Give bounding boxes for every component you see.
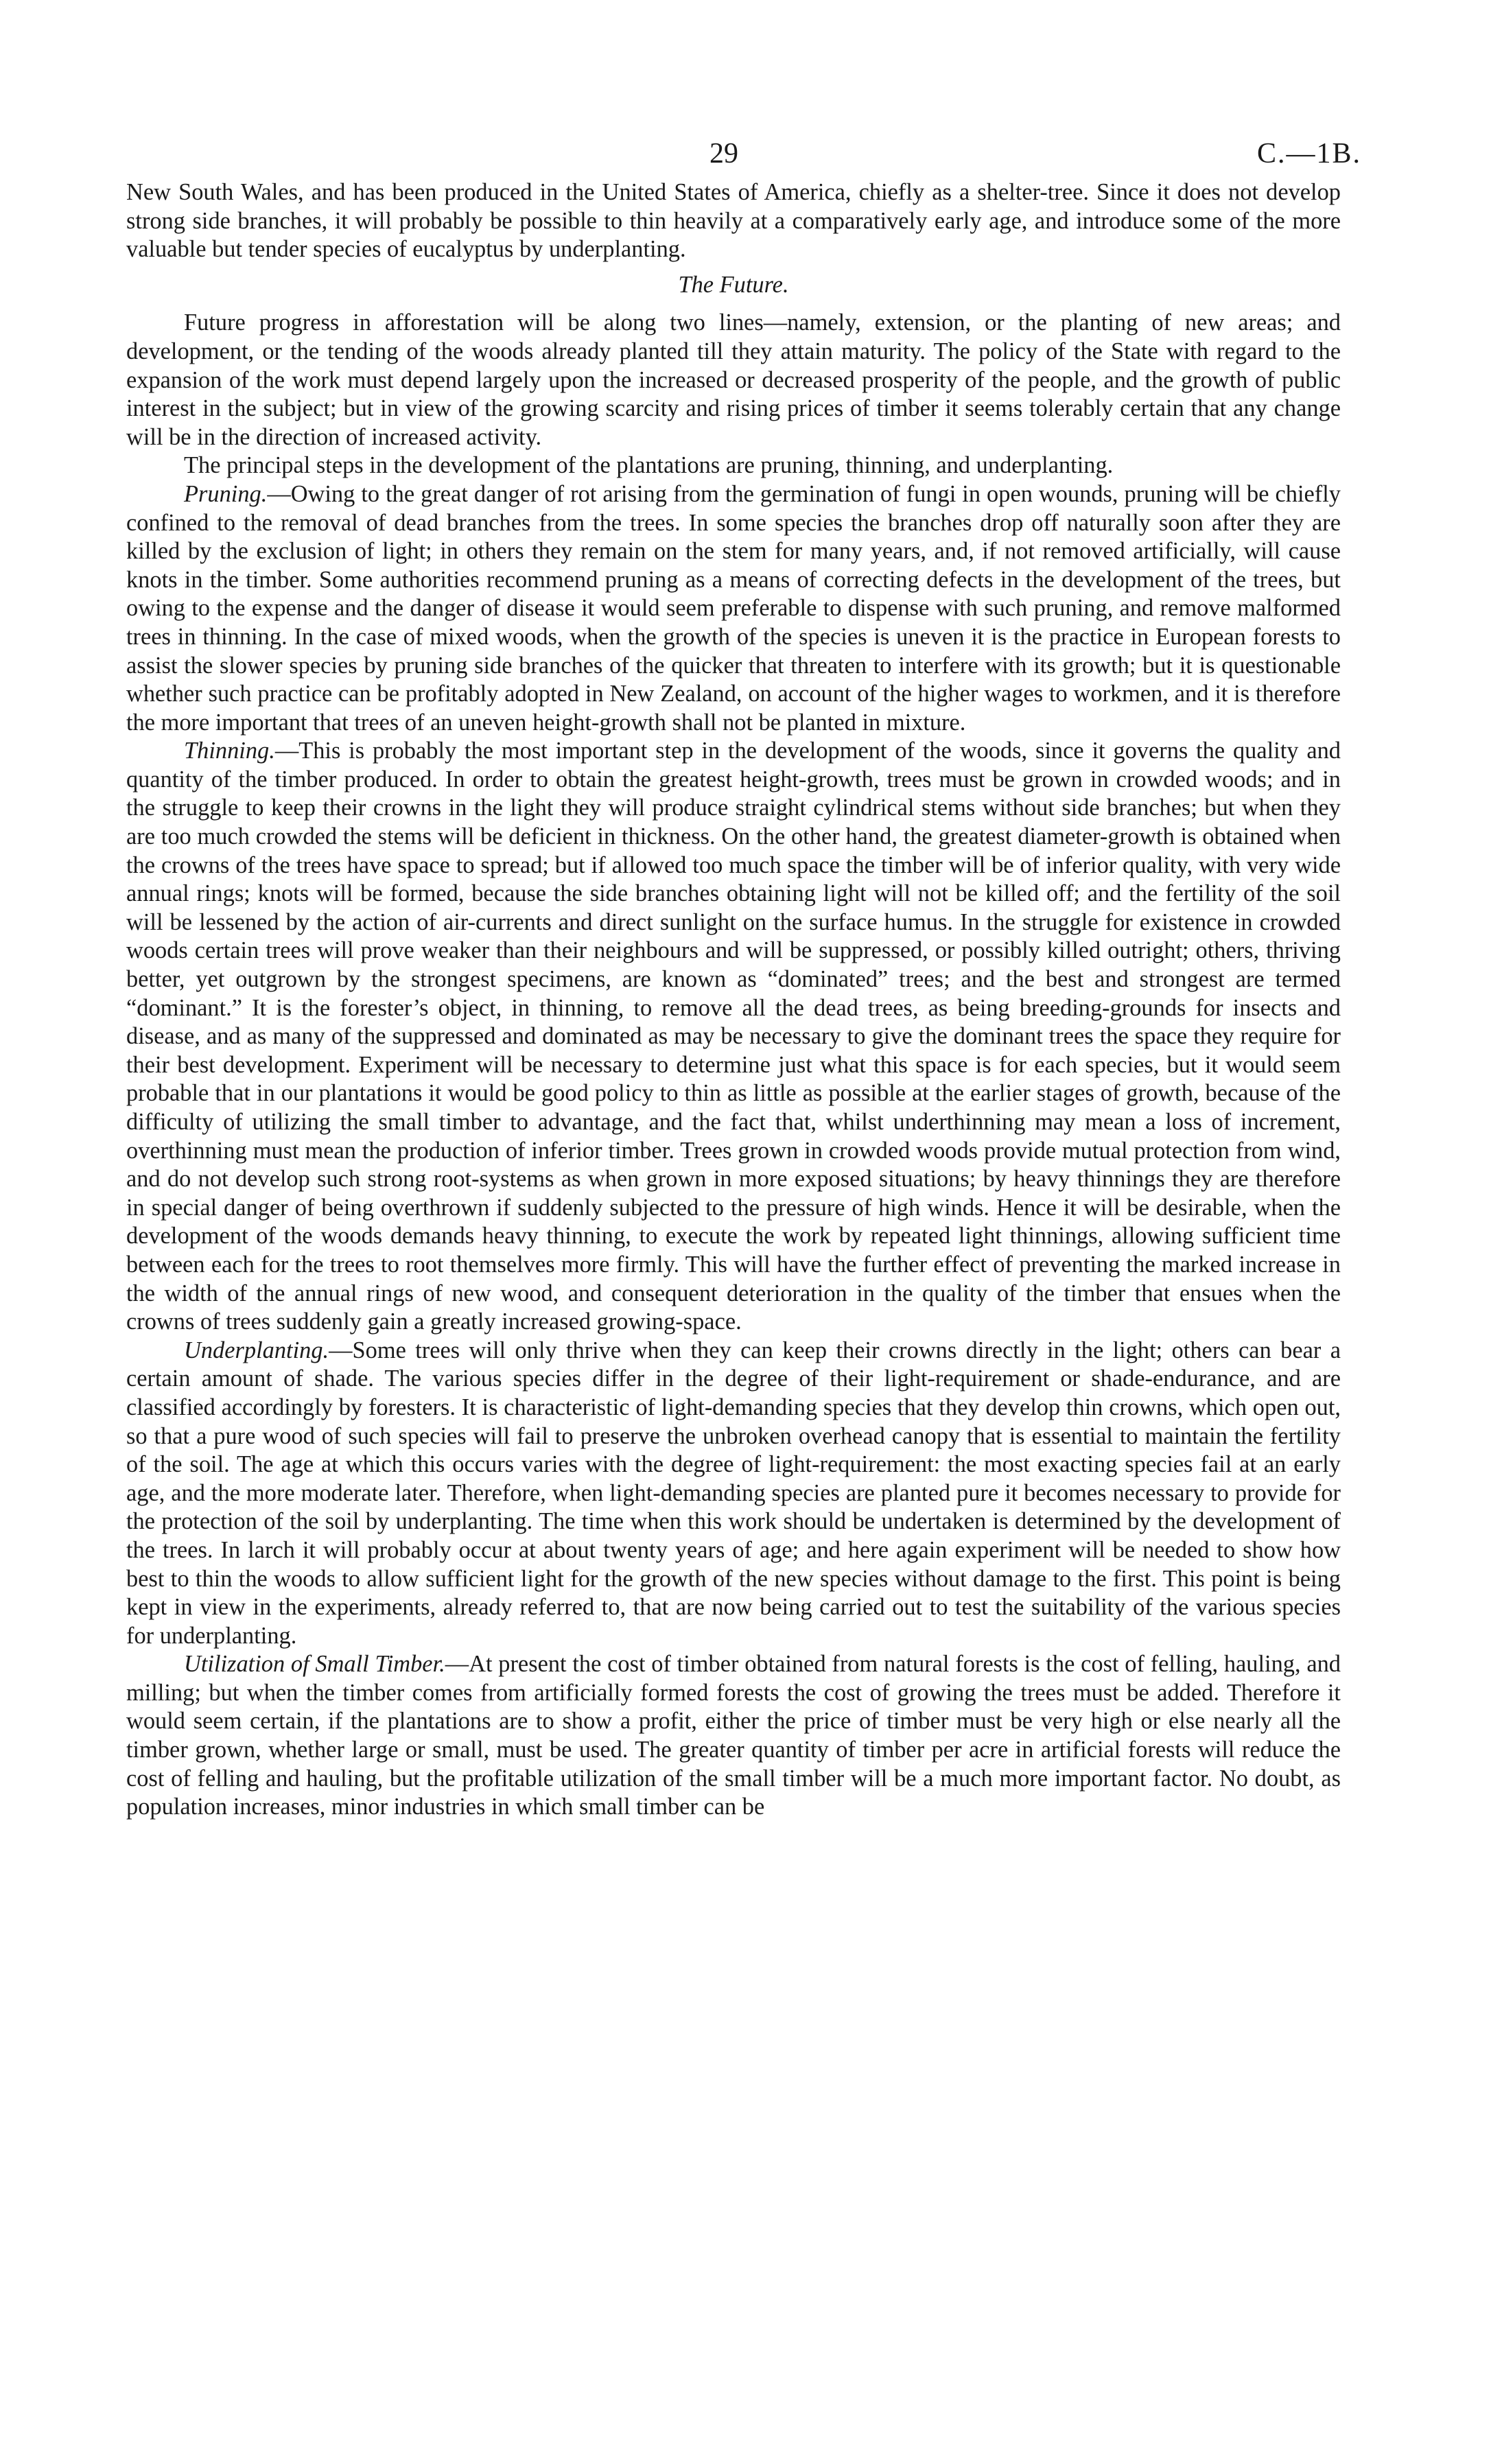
page-number: 29 xyxy=(709,138,738,169)
thinning-heading: Thinning. xyxy=(184,738,275,764)
section-heading-the-future: The Future. xyxy=(678,271,789,298)
paragraph-pruning xyxy=(126,480,1341,737)
paragraph-principal-steps: The principal steps in the development of the plantations are pruning, thinning, and underplanting. xyxy=(184,452,1114,479)
underplanting-heading: Underplanting. xyxy=(184,1337,329,1363)
paragraph-future-progress: Future progress in afforestation will be along two lines—namely, extension, or the planting of new areas; and development, or the tending of the woods already planted till they attain maturity. The policy of the State with regard to the expansion of the work must depend largely upon the increased or decreased prosperity of the people, and the growth of public interest in the subject; but in view of the growing scarcity and rising prices of timber it seems tolerably certain that any change will be in the direction of increased activity. xyxy=(126,309,1341,450)
paragraph-utilization xyxy=(126,1650,1341,1822)
paragraph-thinning xyxy=(126,737,1341,1336)
utilization-heading: Utilization of Small Timber. xyxy=(184,1651,445,1678)
paragraph-underplanting xyxy=(126,1337,1341,1651)
pruning-text: —Owing to the great danger of rot arising from the germination of fungi in open wounds, pruning will be chiefly confined to the removal of dead branches from the trees. In some species the branches drop off naturally soon after they are killed by the exclusion of light; in others they remain on the stem for many years, and, if not removed artificially, will cause knots in the timber. Some authorities recommend pruning as a means of correcting defects in the development of the trees, but owing to the expense and the danger of disease it would seem preferable to dispense with such pruning, and remove malformed trees in thinning. In the case of mixed woods, when the growth of the species is uneven it is the practice in European forests to assist the slower species by pruning side branches of the quicker that threaten to interfere with its growth; but it is questionable whether such practice can be profitably adopted in New Zealand, on account of the higher wages to workmen, and it is therefore the more important that trees of an uneven height-growth shall not be planted in mixture. xyxy=(126,480,1341,736)
utilization-text: —At present the cost of timber obtained from natural forests is the cost of felling, hauling, and milling; but when the timber comes from artificially formed forests the cost of growing the trees must be added. Therefore it would seem certain, if the plantations are to show a profit, either the price of timber must be very high or else nearly all the timber grown, whether large or small, must be used. The greater quantity of timber per acre in artificial forests will reduce the cost of felling and hauling, but the profitable utilization of the small timber will be a much more important factor. No doubt, as population increases, minor industries in which small timber can be xyxy=(126,1651,1341,1820)
pruning-heading: Pruning. xyxy=(184,480,268,507)
page-header xyxy=(126,137,1361,178)
document-page xyxy=(126,137,1361,1822)
document-reference: C.—1B. xyxy=(1256,138,1361,169)
underplanting-text: —Some trees will only thrive when they can keep their crowns directly in the light; others can bear a certain amount of shade. The various species differ in the degree of their light-requirement or shade-endurance, and are classified accordingly by foresters. It is characteristic of light-demanding species that they develop thin crowns, which open out, so that a pure wood of such species will fail to preserve the unbroken overhead canopy that is essential to maintain the fertility of the soil. The age at which this occurs varies with the degree of light-requirement: the most exacting species fail at an early age, and the more moderate later. Therefore, when light-demanding species are planted pure it becomes necessary to provide for the protection of the soil by underplanting. The time when this work should be undertaken is determined by the development of the trees. In larch it will probably occur at about twenty years of age; and here again experiment will be needed to show how best to thin the woods to allow sufficient light for the growth of the new species without damage to the first. This point is being kept in view in the experiments, already referred to, that are now being carried out to test the suitability of the various species for underplanting. xyxy=(126,1337,1341,1649)
paragraph-continued: New South Wales, and has been produced in the United States of America, chiefly as a shelter-tree. Since it does not develop strong side branches, it will probably be possible to thin heavily at a comparatively early age, and introduce some of the more valuable but tender species of eucalyptus by underplanting. xyxy=(126,179,1341,263)
body-text xyxy=(126,178,1341,1822)
thinning-text: —This is probably the most important step in the development of the woods, since it governs the quality and quantity of the timber produced. In order to obtain the greatest height-growth, trees must be grown in crowded woods; and in the struggle to keep their crowns in the light they will produce straight cylindrical stems without side branches; but when they are too much crowded the stems will be deficient in thickness. On the other hand, the greatest diameter-growth is obtained when the crowns of the trees have space to spread; but if allowed too much space the timber will be of inferior quality, with very wide annual rings; knots will be formed, because the side branches obtaining light will not be killed off; and the fertility of the soil will be lessened by the action of air-currents and direct sunlight on the surface humus. In the struggle for existence in crowded woods certain trees will prove weaker than their neighbours and will be suppressed, or possibly killed outright; others, thriving better, yet outgrown by the strongest specimens, are known as “dominated” trees; and the best and strongest are termed “dominant.” It is the forester’s object, in thinning, to remove all the dead trees, as being breeding-grounds for insects and disease, and as many of the suppressed and dominated as may be necessary to give the dominant trees the space they require for their best development. Experiment will be necessary to determine just what this space is for each species, but it would seem probable that in our plantations it would be good policy to thin as little as possible at the earlier stages of growth, because of the difficulty of utilizing the small timber to advantage, and the fact that, whilst underthinning may mean a loss of increment, overthinning must mean the production of inferior timber. Trees grown in crowded woods provide mutual protection from wind, and do not develop such strong root-systems as when grown in more exposed situations; by heavy thinnings they are therefore in special danger of being overthrown if suddenly subjected to the pressure of high winds. Hence it will be desirable, when the development of the woods demands heavy thinning, to execute the work by repeated light thinnings, allowing sufficient time between each for the trees to root themselves more firmly. This will have the further effect of preventing the marked increase in the width of the annual rings of new wood, and consequent deterioration in the quality of the timber that ensues when the crowns of trees suddenly gain a greatly increased growing-space. xyxy=(126,738,1341,1335)
